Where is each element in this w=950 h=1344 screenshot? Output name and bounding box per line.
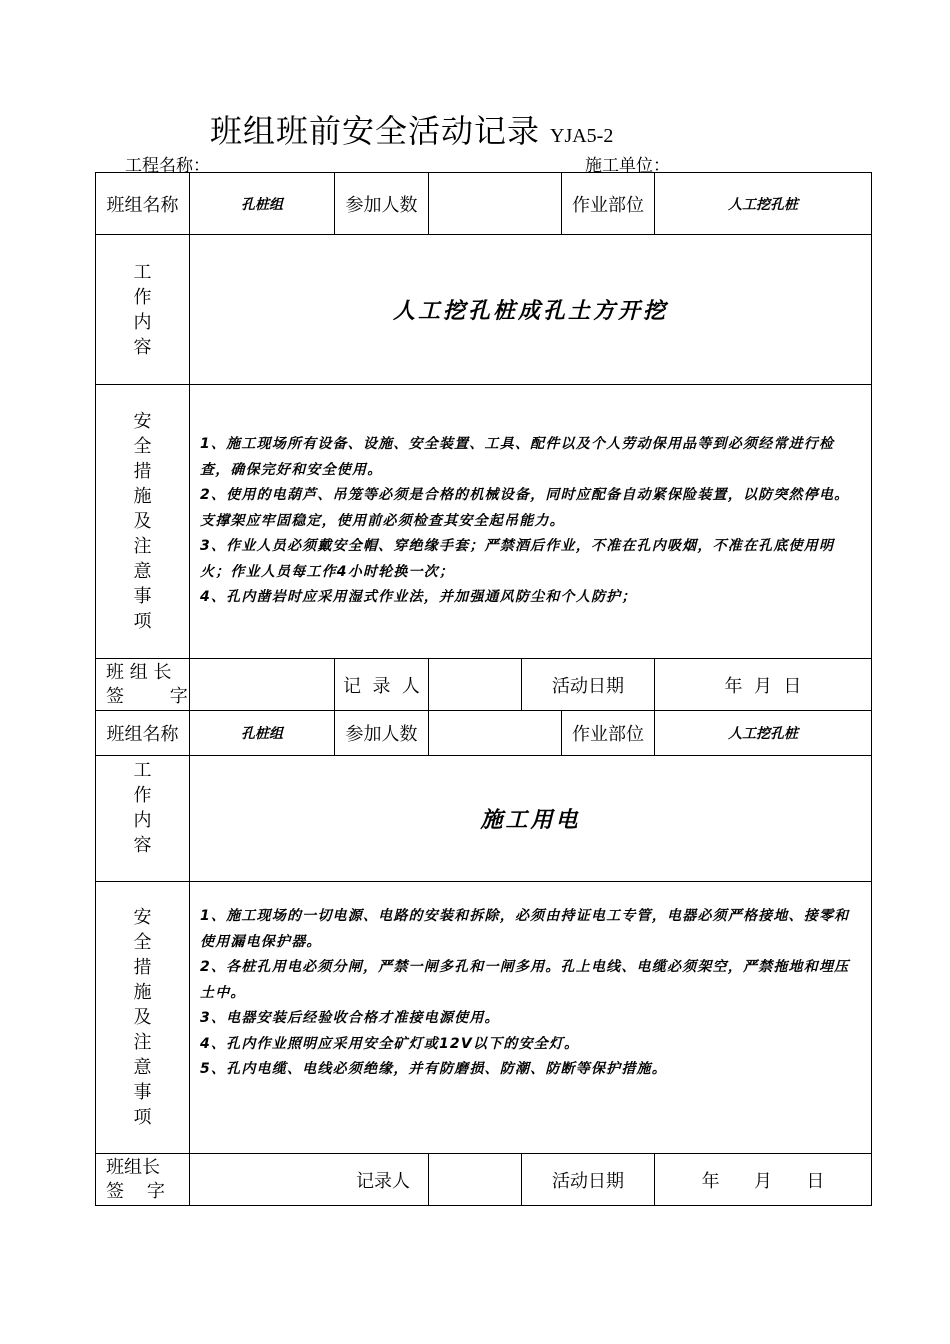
safety-item: 2、使用的电葫芦、吊笼等必须是合格的机械设备，同时应配备自动紧保险装置，以防突然停电。支撑架应牢固稳定，使用前必须检查其安全起吊能力。 (200, 487, 850, 529)
safety-item: 1、施工现场所有设备、设施、安全装置、工具、配件以及个人劳动保用品等到必须经常进行检查，确保完好和安全使用。 (200, 436, 835, 478)
participants-label: 参加人数 (335, 711, 429, 756)
participants-value (429, 173, 562, 235)
team-name-value: 孔桩组 (190, 711, 335, 756)
construction-unit-label: 施工单位： (585, 156, 670, 176)
safety-measures-text (190, 385, 872, 659)
activity-date-label: 活动日期 (522, 659, 655, 711)
recorder-label: 记录人 (190, 1154, 429, 1206)
team-name-label: 班组名称 (96, 173, 190, 235)
leader-sign-label: 班组长 签 字 (96, 1154, 190, 1206)
activity-date-value: 年 月 日 (655, 659, 872, 711)
safety-item: 1、施工现场的一切电源、电路的安装和拆除，必须由持证电工专管，电器必须严格接地、接零和使用漏电保护器。 (200, 908, 850, 950)
work-content-value: 人工挖孔桩成孔土方开挖 (190, 235, 872, 385)
leader-sign-value (190, 659, 335, 711)
work-area-value: 人工挖孔桩 (655, 711, 872, 756)
activity-date-label: 活动日期 (522, 1154, 655, 1206)
safety-measures-label: 安 全 措 施 及 注 意 事 项 (96, 385, 190, 659)
project-name-label: 工程名称： (125, 156, 210, 176)
form-code: YJA5-2 (550, 125, 614, 147)
work-content-label: 工 作 内 容 (96, 756, 190, 882)
work-area-label: 作业部位 (562, 173, 655, 235)
work-content-label: 工 作 内 容 (96, 235, 190, 385)
record-table-2 (95, 710, 872, 1206)
safety-item: 4、孔内凿岩时应采用湿式作业法，并加强通风防尘和个人防护； (200, 589, 637, 606)
team-name-label: 班组名称 (96, 711, 190, 756)
recorder-value (429, 1154, 522, 1206)
safety-measures-text (190, 882, 872, 1154)
recorder-value (429, 659, 522, 711)
work-area-label: 作业部位 (562, 711, 655, 756)
team-name-value: 孔桩组 (190, 173, 335, 235)
safety-item: 3、电器安装后经验收合格才准接电源使用。 (200, 1010, 500, 1026)
safety-measures-label: 安 全 措 施 及 注 意 事 项 (96, 882, 190, 1154)
recorder-label: 记 录 人 (335, 659, 429, 711)
record-table-1 (95, 172, 872, 711)
leader-sign-label: 班 组 长 签 字 (96, 659, 190, 711)
safety-item: 3、作业人员必须戴安全帽、穿绝缘手套；严禁酒后作业，不准在孔内吸烟，不准在孔底使用明火；作业人员每工作4小时轮换一次； (200, 538, 835, 580)
participants-label: 参加人数 (335, 173, 429, 235)
activity-date-value: 年 月 日 (655, 1154, 872, 1206)
page-title: 班组班前安全活动记录 YJA5-2 (210, 112, 614, 150)
safety-item: 4、孔内作业照明应采用安全矿灯或12V以下的安全灯。 (200, 1035, 580, 1052)
participants-value (429, 711, 562, 756)
work-content-value: 施工用电 (190, 756, 872, 882)
work-area-value: 人工挖孔桩 (655, 173, 872, 235)
safety-item: 2、各桩孔用电必须分闸，严禁一闸多孔和一闸多用。孔上电线、电缆必须架空，严禁拖地和埋压土中。 (200, 959, 850, 1001)
safety-item: 5、孔内电缆、电线必须绝缘，并有防磨损、防潮、防断等保护措施。 (200, 1061, 667, 1077)
